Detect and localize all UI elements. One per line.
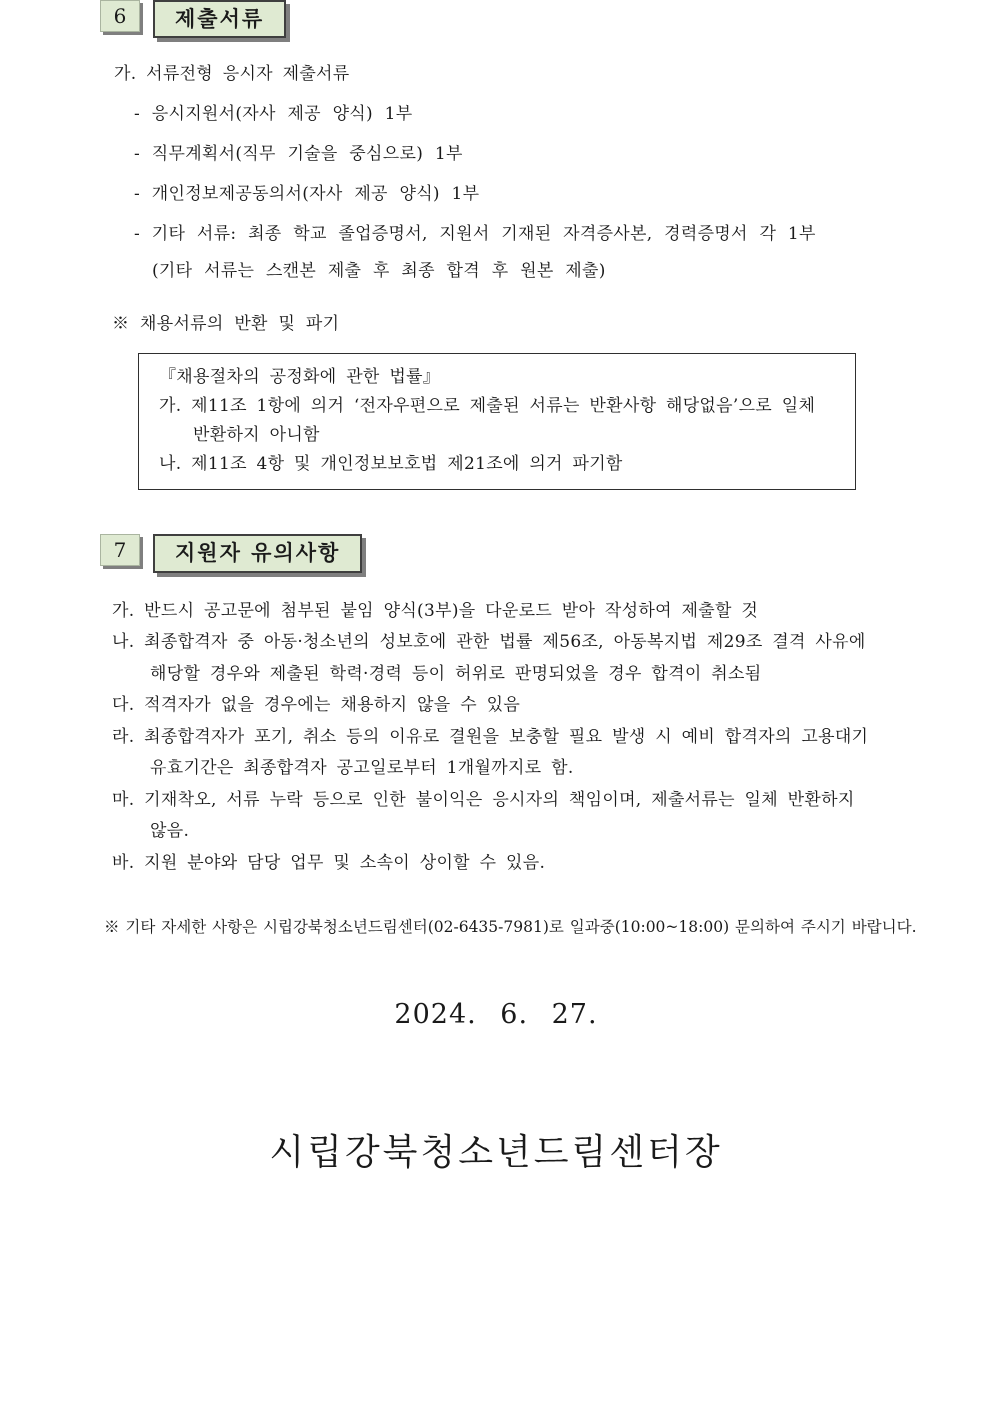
section-6-title: 제출서류 <box>153 0 286 38</box>
section-6-dash-item-continuation: (기타 서류는 스캔본 제출 후 최종 합격 후 원본 제출) <box>152 261 606 282</box>
notice-item: 마. 기재착오, 서류 누락 등으로 인한 불이익은 응시자의 책임이며, 제출서류는 일체 반환하지 <box>112 789 855 810</box>
section-6-dash-item: - 개인정보제공동의서(자사 제공 양식) 1부 <box>134 184 480 205</box>
section-7-header <box>100 534 992 572</box>
section-6-dash-item: - 기타 서류: 최종 학교 졸업증명서, 지원서 기재된 자격증사본, 경력증명서 각 1부 <box>134 224 816 245</box>
notice-item: 나. 최종합격자 중 아동·청소년의 성보호에 관한 법률 제56조, 아동복지법 제29조 결격 사유에 <box>112 632 866 653</box>
return-and-destruction-note: ※ 채용서류의 반환 및 파기 <box>112 314 340 335</box>
notice-item: 라. 최종합격자가 포기, 취소 등의 이유로 결원을 보충할 필요 발생 시 예비 합격자의 고용대기 <box>112 726 869 747</box>
law-box-title: 『채용절차의 공정화에 관한 법률』 <box>159 367 441 388</box>
section-7-number-badge: 7 <box>100 534 140 566</box>
section-6-dash-item: - 응시지원서(자사 제공 양식) 1부 <box>134 104 413 125</box>
notice-item: 바. 지원 분야와 담당 업무 및 소속이 상이할 수 있음. <box>112 852 546 873</box>
notice-item-continuation: 않음. <box>150 821 190 842</box>
law-reference-box <box>138 353 856 490</box>
section-7-title: 지원자 유의사항 <box>153 534 362 572</box>
announcement-date: 2024. 6. 27. <box>394 999 598 1031</box>
law-box-item-ga: 가. 제11조 1항에 의거 ‘전자우편으로 제출된 서류는 반환사항 해당없음’으로 일체 <box>159 396 816 417</box>
notice-item-continuation: 유효기간은 최종합격자 공고일로부터 1개월까지로 함. <box>150 758 574 779</box>
notice-item: 가. 반드시 공고문에 첨부된 붙임 양식(3부)을 다운로드 받아 작성하여 제출할 것 <box>112 600 759 621</box>
issuer-signature: 시립강북청소년드림센터장 <box>269 1132 723 1174</box>
contact-footnote: ※ 기타 자세한 사항은 시립강북청소년드림센터(02-6435-7981)로 일과중(10:00~18:00) 문의하여 주시기 바랍니다. <box>104 918 917 937</box>
section-7-notice-list <box>112 596 992 880</box>
law-box-item-na: 나. 제11조 4항 및 개인정보보호법 제21조에 의거 파기함 <box>159 454 623 475</box>
notice-item: 다. 적격자가 없을 경우에는 채용하지 않을 수 있음 <box>112 695 521 716</box>
section-6-number-badge: 6 <box>100 0 140 32</box>
section-6-dash-item: - 직무계획서(직무 기술을 중심으로) 1부 <box>134 144 463 165</box>
notice-item-continuation: 해당할 경우와 제출된 학력·경력 등이 허위로 판명되었을 경우 합격이 취소됨 <box>150 663 762 684</box>
law-box-item-ga-continuation: 반환하지 아니함 <box>193 425 320 446</box>
section-6-header <box>100 0 992 38</box>
section-6-lead-item: 가. 서류전형 응시자 제출서류 <box>114 64 350 85</box>
